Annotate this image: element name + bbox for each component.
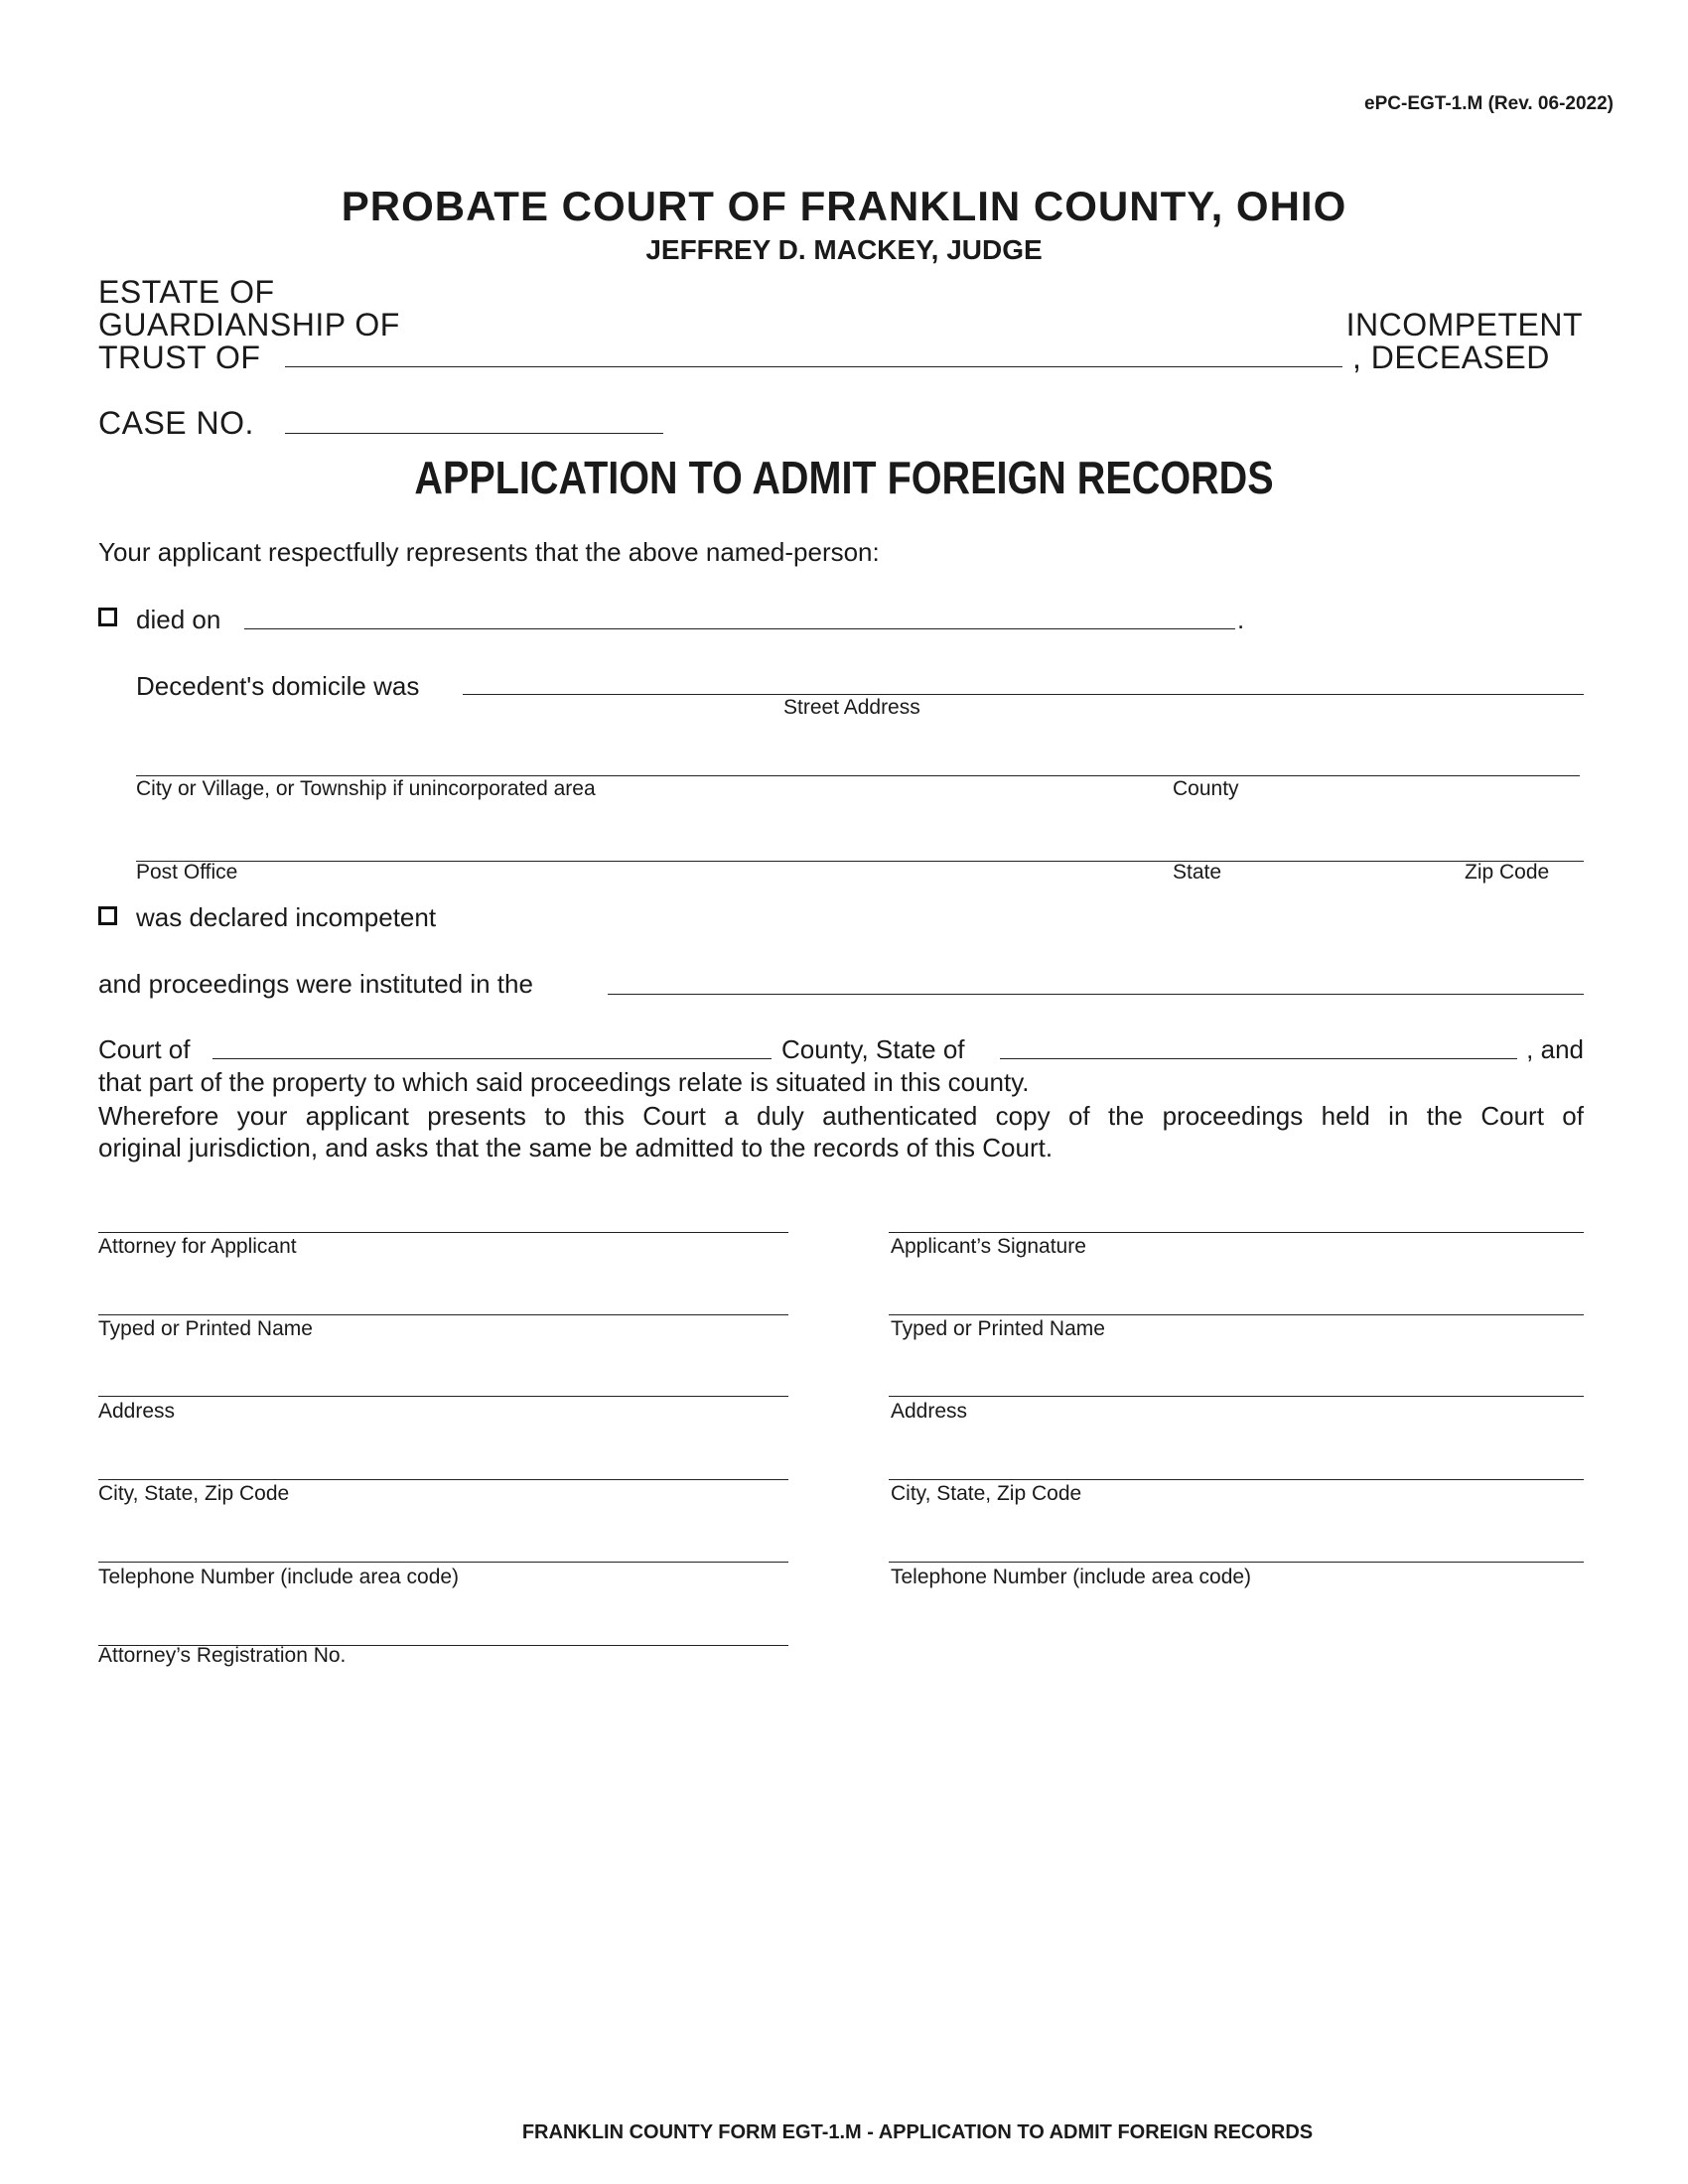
incompetent-label: INCOMPETENT	[1345, 307, 1583, 342]
applicant-phone-label: Telephone Number (include area code)	[891, 1566, 1252, 1588]
attorney-registration-label: Attorney’s Registration No.	[98, 1644, 347, 1667]
attorney-signature-field[interactable]	[98, 1232, 788, 1233]
state-field[interactable]	[1000, 1058, 1517, 1059]
applicant-name-field[interactable]	[889, 1314, 1584, 1315]
judge-name: JEFFREY D. MACKEY, JUDGE	[645, 234, 1043, 265]
died-checkbox[interactable]	[98, 608, 117, 626]
form-title	[0, 451, 1688, 504]
form-id: ePC-EGT-1.M (Rev. 06-2022)	[1364, 93, 1614, 114]
applicant-signature-field[interactable]	[889, 1232, 1584, 1233]
footer: FRANKLIN COUNTY FORM EGT-1.M - APPLICATION TO ADMIT FOREIGN RECORDS	[521, 2121, 1314, 2143]
state-label: State	[1173, 861, 1222, 884]
attorney-phone-field[interactable]	[98, 1562, 788, 1563]
attorney-name-label: Typed or Printed Name	[98, 1317, 313, 1340]
died-on-label: died on	[136, 605, 221, 634]
court-title: PROBATE COURT OF FRANKLIN COUNTY, OHIO	[341, 183, 1347, 229]
name-field[interactable]	[285, 366, 1342, 367]
property-text: that part of the property to which said proceedings relate is situated in this county.	[98, 1067, 1030, 1097]
guardianship-of-label: GUARDIANSHIP OF	[98, 307, 400, 342]
attorney-label: Attorney for Applicant	[98, 1235, 297, 1258]
declared-incompetent-label: was declared incompetent	[136, 902, 437, 932]
attorney-address-label: Address	[98, 1400, 176, 1423]
applicant-signature-label: Applicant’s Signature	[891, 1235, 1086, 1258]
county-field[interactable]	[212, 1058, 772, 1059]
wherefore-text-line1: Wherefore your applicant presents to this Court a duly authenticated copy of the proceedings held in the Court of	[98, 1101, 1584, 1131]
zip-label: Zip Code	[1465, 861, 1550, 884]
attorney-city-label: City, State, Zip Code	[98, 1482, 290, 1505]
applicant-city-field[interactable]	[889, 1479, 1584, 1480]
applicant-address-field[interactable]	[889, 1396, 1584, 1397]
case-no-label: CASE NO.	[98, 405, 254, 441]
trust-of-label: TRUST OF	[98, 340, 261, 375]
attorney-address-field[interactable]	[98, 1396, 788, 1397]
domicile-label: Decedent's domicile was	[136, 671, 420, 701]
attorney-name-field[interactable]	[98, 1314, 788, 1315]
proceedings-label: and proceedings were instituted in the	[98, 969, 533, 999]
case-no-field[interactable]	[285, 433, 663, 434]
applicant-phone-field[interactable]	[889, 1562, 1584, 1563]
city-county-field[interactable]	[136, 775, 1580, 776]
attorney-city-field[interactable]	[98, 1479, 788, 1480]
applicant-name-label: Typed or Printed Name	[891, 1317, 1105, 1340]
date-of-death-field[interactable]	[244, 628, 1235, 629]
intro-text: Your applicant respectfully represents that the above named-person:	[98, 537, 880, 567]
city-label: City or Village, or Township if unincorporated area	[136, 777, 596, 800]
attorney-phone-label: Telephone Number (include area code)	[98, 1566, 460, 1588]
wherefore-text-line2: original jurisdiction, and asks that the same be admitted to the records of this Court.	[98, 1133, 1054, 1162]
county-state-of-label: County, State of	[781, 1034, 965, 1064]
applicant-city-label: City, State, Zip Code	[891, 1482, 1082, 1505]
post-office-state-zip-field[interactable]	[136, 861, 1584, 862]
and-label: , and	[1526, 1034, 1584, 1064]
street-address-label: Street Address	[783, 696, 920, 719]
court-name-field[interactable]	[608, 994, 1584, 995]
incompetent-checkbox[interactable]	[98, 906, 117, 925]
court-of-label: Court of	[98, 1034, 191, 1064]
street-address-field[interactable]	[463, 694, 1584, 695]
period: .	[1237, 605, 1245, 634]
county-label: County	[1173, 777, 1239, 800]
post-office-label: Post Office	[136, 861, 238, 884]
applicant-address-label: Address	[891, 1400, 968, 1423]
form-title-text: APPLICATION TO ADMIT FOREIGN RECORDS	[414, 452, 1274, 503]
deceased-label: , DECEASED	[1352, 340, 1550, 375]
estate-of-label: ESTATE OF	[98, 274, 275, 310]
